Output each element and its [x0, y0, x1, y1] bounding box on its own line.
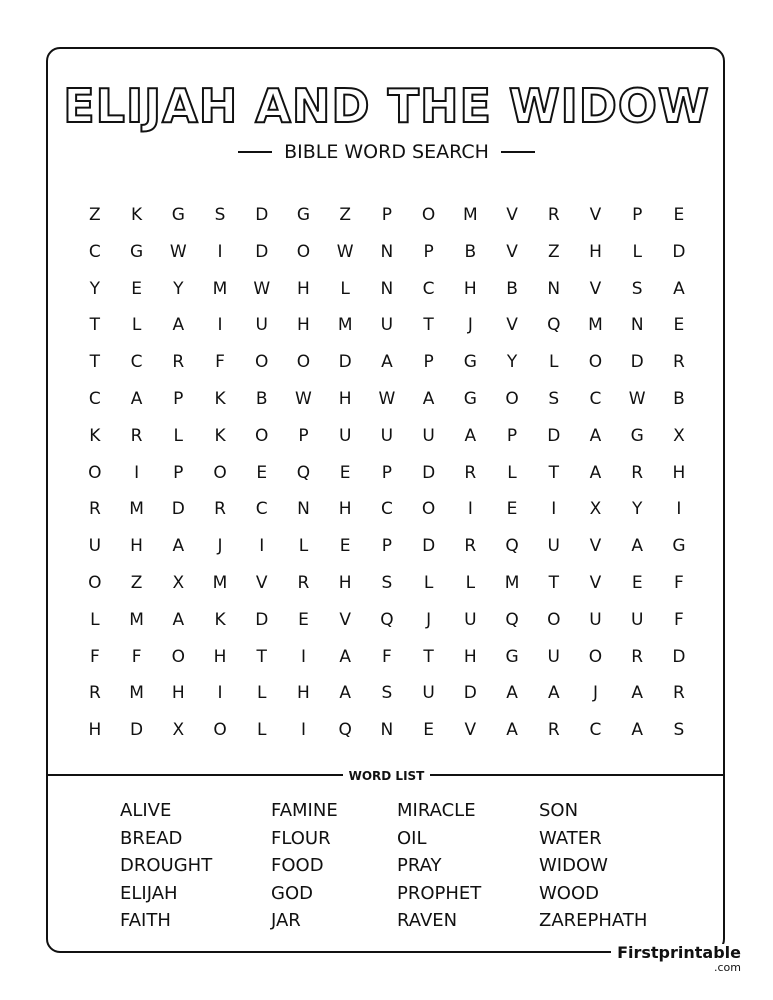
word-list-item: ELIJAH: [120, 882, 178, 904]
grid-letter: V: [589, 205, 602, 225]
word-list-item: DROUGHT: [120, 855, 213, 876]
grid-letter: H: [463, 646, 477, 667]
grid-letter: J: [467, 315, 473, 336]
grid-letter: R: [631, 462, 644, 483]
grid-letter: H: [130, 536, 143, 557]
grid-letter: C: [589, 720, 602, 741]
brand-logo: [611, 944, 747, 974]
grid-letter: A: [381, 352, 393, 373]
grid-letter: V: [339, 609, 351, 630]
grid-letter: R: [673, 683, 685, 704]
word-list-item: BREAD: [120, 827, 183, 849]
grid-letter: C: [422, 278, 435, 299]
grid-letter: N: [547, 278, 561, 299]
word-list-item: WOOD: [539, 882, 599, 904]
grid-letter: H: [338, 388, 352, 409]
grid-letter: A: [506, 720, 518, 741]
grid-letter: O: [588, 352, 603, 373]
letter-grid: [74, 197, 700, 749]
word-list-item: RAVEN: [397, 910, 458, 931]
grid-letter: M: [129, 499, 144, 520]
grid-letter: P: [298, 425, 309, 446]
grid-letter: P: [506, 425, 518, 446]
grid-letter: D: [422, 462, 436, 483]
word-list-label-row: [0, 765, 773, 784]
grid-letter: I: [259, 536, 265, 557]
grid-letter: I: [134, 462, 140, 483]
grid-letter: R: [88, 683, 101, 704]
grid-letter: F: [215, 352, 225, 373]
grid-letter: L: [507, 462, 517, 483]
grid-letter: D: [630, 352, 644, 373]
grid-letter: T: [548, 572, 559, 593]
grid-letter: C: [88, 388, 101, 409]
grid-letter: A: [422, 388, 435, 409]
grid-letter: K: [214, 609, 226, 630]
grid-letter: B: [506, 278, 518, 299]
grid-letter: I: [217, 241, 223, 262]
grid-letter: P: [381, 205, 393, 225]
grid-letter: M: [337, 315, 353, 336]
grid-letter: I: [217, 683, 223, 704]
grid-letter: Z: [339, 205, 351, 225]
grid-letter: T: [423, 315, 434, 336]
grid-letter: S: [631, 278, 643, 299]
grid-letter: L: [465, 572, 476, 593]
grid-letter: S: [381, 683, 393, 704]
grid-letter: O: [171, 646, 185, 667]
grid-letter: U: [422, 425, 435, 446]
grid-letter: R: [214, 499, 226, 520]
grid-letter: N: [380, 278, 394, 299]
grid-letter: P: [381, 462, 393, 483]
grid-letter: O: [213, 720, 227, 741]
grid-letter: S: [214, 205, 226, 225]
grid-letter: L: [298, 536, 309, 557]
word-list-column-3: [397, 797, 481, 935]
grid-letter: T: [89, 315, 101, 336]
grid-letter: U: [589, 609, 602, 630]
grid-letter: K: [89, 425, 101, 446]
grid-letter: C: [88, 241, 101, 262]
grid-letter: F: [674, 572, 684, 593]
grid-letter: U: [380, 425, 394, 446]
grid-letter: I: [217, 315, 223, 336]
grid-letter: G: [463, 388, 477, 409]
grid-letter: L: [131, 315, 142, 336]
grid-letter: W: [253, 278, 271, 299]
grid-letter: A: [631, 683, 644, 704]
grid-letter: K: [214, 388, 226, 409]
word-list-item: FLOUR: [271, 827, 331, 849]
grid-letter: S: [548, 388, 560, 409]
grid-letter: O: [88, 572, 102, 593]
grid-letter: G: [171, 205, 185, 225]
word-list-label: WORD LIST: [343, 769, 431, 783]
grid-letter: H: [589, 241, 602, 262]
word-list-column-2: [271, 797, 338, 935]
grid-letter: X: [172, 720, 185, 741]
subtitle-rule-left: [238, 151, 272, 153]
grid-letter: C: [589, 388, 602, 409]
word-list-item: WATER: [539, 827, 602, 849]
word-list-item: ZAREPHATH: [539, 910, 648, 931]
grid-letter: E: [339, 536, 351, 557]
grid-letter: J: [426, 609, 432, 630]
grid-letter: O: [421, 205, 436, 225]
subtitle: BIBLE WORD SEARCH: [284, 141, 489, 163]
grid-letter: N: [297, 499, 310, 520]
grid-letter: L: [549, 352, 559, 373]
grid-letter: C: [130, 352, 143, 373]
grid-letter: E: [423, 720, 434, 741]
grid-letter: O: [88, 462, 102, 483]
grid-letter: V: [255, 572, 268, 593]
grid-letter: D: [422, 536, 436, 557]
word-list-item: FAMINE: [271, 800, 338, 821]
grid-letter: Z: [89, 205, 101, 225]
grid-letter: G: [296, 205, 311, 225]
grid-letter: P: [423, 241, 434, 262]
grid-letter: L: [256, 720, 267, 741]
grid-letter: G: [463, 352, 477, 373]
grid-letter: D: [255, 205, 269, 225]
grid-letter: V: [589, 278, 602, 299]
grid-letter: D: [672, 241, 686, 262]
grid-letter: R: [130, 425, 143, 446]
word-list-column-4: [539, 797, 647, 935]
grid-letter: Y: [506, 352, 518, 373]
grid-letter: T: [548, 462, 559, 483]
grid-letter: R: [673, 352, 685, 373]
word-list-item: GOD: [271, 882, 313, 904]
grid-letter: E: [256, 462, 268, 483]
grid-letter: S: [673, 720, 685, 741]
word-list-item: WIDOW: [539, 855, 608, 876]
grid-letter: T: [89, 352, 101, 373]
word-list-item: SON: [539, 800, 579, 821]
grid-letter: D: [672, 646, 686, 667]
grid-letter: X: [589, 499, 602, 520]
grid-letter: A: [631, 720, 644, 741]
grid-letter: C: [255, 499, 268, 520]
grid-letter: J: [217, 536, 223, 557]
grid-letter: H: [297, 315, 310, 336]
grid-letter: E: [298, 609, 309, 630]
grid-letter: I: [300, 720, 306, 741]
grid-letter: Q: [380, 609, 394, 630]
grid-letter: M: [588, 315, 603, 336]
subtitle-row: [0, 141, 773, 163]
grid-letter: H: [171, 683, 185, 704]
grid-letter: T: [256, 646, 267, 667]
brand-name: Firstprintable: [617, 943, 741, 962]
grid-letter: W: [169, 241, 187, 262]
grid-letter: Q: [505, 609, 519, 630]
grid-letter: P: [423, 352, 434, 373]
grid-letter: U: [547, 536, 560, 557]
grid-letter: D: [338, 352, 352, 373]
grid-letter: L: [173, 425, 184, 446]
grid-letter: V: [589, 572, 602, 593]
grid-letter: R: [464, 536, 477, 557]
grid-letter: A: [631, 536, 644, 557]
grid-letter: A: [589, 462, 602, 483]
grid-letter: F: [131, 646, 142, 667]
grid-letter: O: [213, 462, 227, 483]
grid-letter: A: [589, 425, 602, 446]
grid-letter: N: [380, 720, 394, 741]
grid-letter: M: [212, 278, 228, 299]
grid-letter: V: [506, 241, 518, 262]
grid-letter: A: [339, 683, 351, 704]
grid-letter: D: [547, 425, 561, 446]
grid-letter: R: [631, 646, 644, 667]
grid-letter: U: [380, 315, 394, 336]
grid-letter: W: [336, 241, 354, 262]
grid-letter: P: [173, 388, 184, 409]
grid-letter: W: [378, 388, 396, 409]
grid-letter: B: [673, 388, 685, 409]
grid-letter: U: [464, 609, 477, 630]
grid-letter: A: [339, 646, 351, 667]
grid-letter: A: [172, 536, 185, 557]
grid-letter: N: [630, 315, 644, 336]
grid-letter: F: [674, 609, 684, 630]
grid-letter: J: [592, 683, 598, 704]
word-list-item: ALIVE: [120, 800, 172, 821]
grid-letter: D: [130, 720, 144, 741]
grid-letter: Q: [296, 462, 311, 483]
grid-letter: Y: [173, 278, 184, 299]
word-list-item: FOOD: [271, 855, 324, 876]
grid-letter: D: [463, 683, 477, 704]
grid-letter: O: [255, 352, 269, 373]
word-list-item: MIRACLE: [397, 800, 476, 821]
grid-letter: W: [628, 388, 646, 409]
page-title: ELIJAH AND THE WIDOW: [63, 79, 710, 133]
grid-letter: G: [129, 241, 144, 262]
word-list-item: PROPHET: [397, 882, 482, 904]
grid-letter: O: [547, 609, 561, 630]
grid-letter: O: [296, 241, 311, 262]
grid-letter: D: [255, 609, 269, 630]
grid-letter: T: [423, 646, 434, 667]
grid-letter: M: [129, 683, 144, 704]
grid-letter: I: [676, 499, 682, 520]
grid-letter: U: [547, 646, 560, 667]
grid-letter: L: [340, 278, 350, 299]
grid-letter: I: [300, 646, 306, 667]
grid-letter: S: [381, 572, 393, 593]
grid-letter: Z: [130, 572, 143, 593]
grid-letter: O: [255, 425, 269, 446]
grid-letter: L: [632, 241, 642, 262]
grid-letter: W: [295, 388, 312, 409]
grid-letter: R: [547, 205, 560, 225]
grid-letter: R: [172, 352, 185, 373]
grid-letter: U: [338, 425, 352, 446]
word-list-column-1: [120, 797, 212, 935]
grid-letter: A: [506, 683, 518, 704]
word-list-item: OIL: [397, 827, 427, 849]
grid-letter: F: [89, 646, 100, 667]
grid-letter: E: [673, 315, 685, 336]
grid-letter: G: [630, 425, 644, 446]
grid-letter: F: [382, 646, 392, 667]
grid-letter: P: [381, 536, 393, 557]
grid-letter: E: [673, 205, 685, 225]
grid-letter: Z: [547, 241, 560, 262]
grid-letter: O: [588, 646, 603, 667]
grid-letter: X: [172, 572, 185, 593]
grid-letter: A: [172, 609, 185, 630]
grid-letter: K: [131, 205, 143, 225]
grid-letter: R: [547, 720, 560, 741]
grid-letter: H: [88, 720, 102, 741]
grid-letter: X: [673, 425, 685, 446]
grid-letter: U: [630, 609, 644, 630]
grid-letter: M: [129, 609, 144, 630]
grid-letter: V: [506, 205, 518, 225]
grid-letter: B: [464, 241, 477, 262]
grid-letter: H: [338, 572, 352, 593]
grid-letter: B: [255, 388, 268, 409]
grid-letter: O: [505, 388, 519, 409]
grid-letter: L: [423, 572, 434, 593]
grid-letter: R: [297, 572, 310, 593]
grid-letter: I: [467, 499, 473, 520]
grid-letter: M: [504, 572, 520, 593]
grid-letter: U: [88, 536, 102, 557]
grid-letter: O: [421, 499, 436, 520]
grid-letter: G: [672, 536, 686, 557]
grid-letter: H: [672, 462, 686, 483]
grid-letter: G: [505, 646, 519, 667]
grid-letter: U: [255, 315, 268, 336]
grid-letter: V: [506, 315, 518, 336]
grid-letter: A: [130, 388, 143, 409]
word-list-item: FAITH: [120, 910, 171, 931]
grid-letter: Y: [632, 499, 643, 520]
grid-letter: H: [463, 278, 477, 299]
grid-letter: A: [464, 425, 477, 446]
grid-letter: H: [338, 499, 352, 520]
grid-letter: Y: [89, 278, 101, 299]
grid-letter: D: [255, 241, 269, 262]
grid-letter: I: [551, 499, 557, 520]
grid-letter: E: [631, 572, 643, 593]
grid-letter: M: [462, 205, 478, 225]
grid-letter: P: [173, 462, 184, 483]
grid-letter: U: [422, 683, 435, 704]
grid-letter: O: [296, 352, 311, 373]
grid-letter: L: [256, 683, 267, 704]
grid-letter: A: [547, 683, 560, 704]
grid-letter: V: [589, 536, 602, 557]
word-list-item: PRAY: [397, 855, 442, 876]
grid-letter: H: [297, 278, 310, 299]
grid-letter: H: [297, 683, 310, 704]
grid-letter: E: [506, 499, 518, 520]
brand-tld: .com: [714, 961, 741, 974]
grid-letter: R: [464, 462, 477, 483]
grid-letter: L: [90, 609, 100, 630]
grid-letter: Q: [547, 315, 561, 336]
grid-letter: D: [171, 499, 185, 520]
grid-letter: C: [380, 499, 393, 520]
grid-letter: A: [673, 278, 685, 299]
word-list-item: JAR: [271, 910, 301, 931]
grid-letter: K: [214, 425, 226, 446]
grid-letter: P: [632, 205, 643, 225]
grid-letter: V: [464, 720, 477, 741]
grid-letter: Q: [505, 536, 519, 557]
grid-letter: Q: [338, 720, 352, 741]
grid-letter: M: [212, 572, 228, 593]
grid-letter: R: [88, 499, 101, 520]
grid-letter: E: [131, 278, 142, 299]
grid-letter: E: [339, 462, 351, 483]
subtitle-rule-right: [501, 151, 535, 153]
grid-letter: H: [213, 646, 227, 667]
grid-letter: N: [380, 241, 394, 262]
grid-letter: A: [172, 315, 185, 336]
